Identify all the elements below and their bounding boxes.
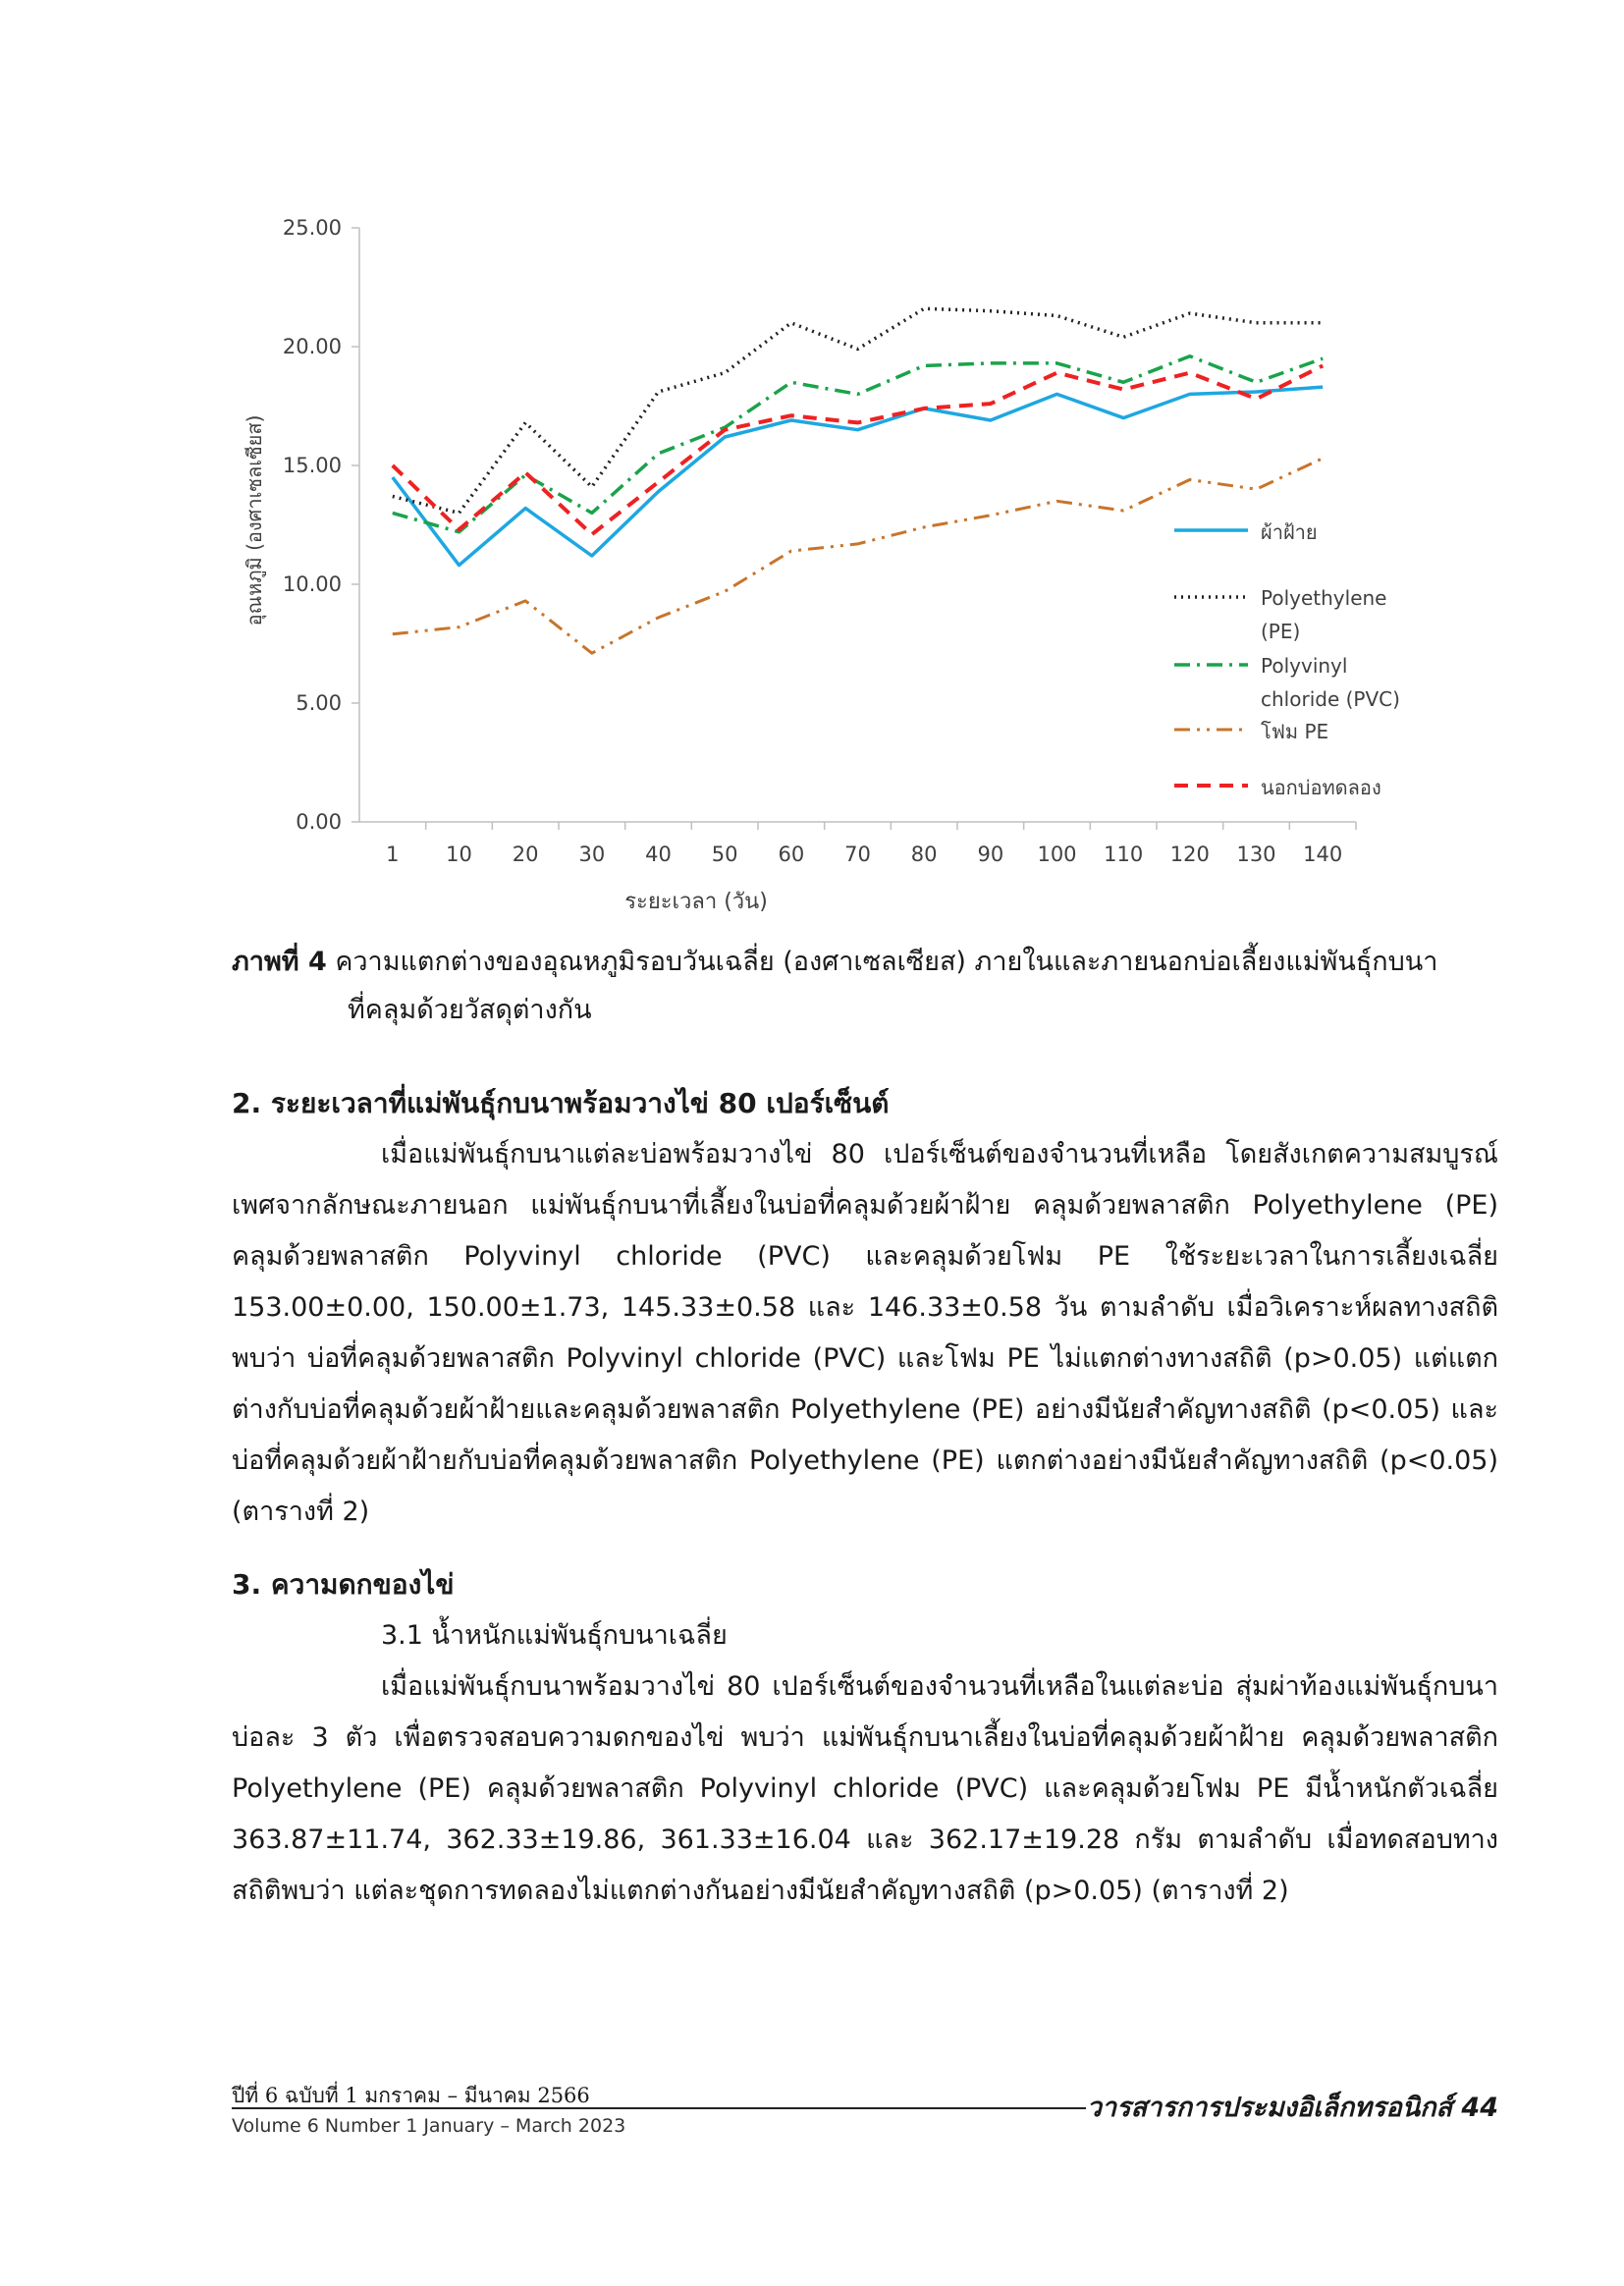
x-tick-label: 20 <box>512 843 539 866</box>
legend-label: Polyvinyl <box>1261 654 1348 678</box>
section-3-1-subheading: 3.1 น้ำหนักแม่พันธุ์กบนาเฉลี่ย <box>381 1620 728 1651</box>
x-axis-ticks <box>386 822 1356 866</box>
footer-issue-thai: ปีที่ 6 ฉบับที่ 1 มกราคม – มีนาคม 2566 <box>232 2084 590 2107</box>
figure-caption <box>232 938 1498 1034</box>
legend-label: ผ้าฝ้าย <box>1261 520 1318 544</box>
x-tick-label: 100 <box>1037 843 1077 866</box>
y-tick-label: 20.00 <box>282 335 342 358</box>
section-3 <box>232 1559 1498 1917</box>
chart-legend <box>1174 520 1400 799</box>
section-2-heading: 2. ระยะเวลาที่แม่พันธุ์กบนาพร้อมวางไข่ 80 เปอร์เซ็นต์ <box>232 1087 890 1119</box>
x-tick-label: 10 <box>446 843 472 866</box>
section-3-heading: 3. ความดกของไข่ <box>232 1568 455 1601</box>
series-line-4 <box>393 365 1323 534</box>
x-tick-label: 70 <box>844 843 871 866</box>
footer-journal-name: วารสารการประมงอิเล็กทรอนิกส์ <box>1086 2093 1453 2123</box>
legend-label: โฟม PE <box>1261 720 1329 743</box>
legend-label: นอกบ่อทดลอง <box>1261 776 1381 799</box>
figure-caption-text-line2: ที่คลุมด้วยวัสดุต่างกัน <box>348 995 592 1025</box>
temperature-line-chart <box>232 196 1430 933</box>
section-2-paragraph-block <box>232 1129 1498 1538</box>
x-tick-label: 60 <box>778 843 805 866</box>
footer-rule <box>232 2107 1086 2109</box>
y-tick-label: 10.00 <box>282 572 342 596</box>
x-tick-label: 140 <box>1303 843 1343 866</box>
footer-journal <box>1087 2086 1498 2128</box>
x-tick-label: 50 <box>711 843 738 866</box>
y-tick-label: 15.00 <box>282 454 342 477</box>
section-3-paragraph: เมื่อแม่พันธุ์กบนาพร้อมวางไข่ 80 เปอร์เซ็นต์ของจำนวนที่เหลือในแต่ละบ่อ สุ่มผ่าท้องแม่พันธุ์กบนาบ่อละ 3 ตัว เพื่อตรวจสอบความดกของไข่ พบว่า แม่พันธุ์กบนาเลี้ยงในบ่อที่คลุมด้วยผ้าฝ้าย คลุมด้วยพลาสติก Polyethylene (PE) คลุมด้วยพลาสติก Polyvinyl chloride (PVC) และคลุมด้วยโฟม PE มีน้ำหนักตัวเฉลี่ย 363.87±11.74, 362.33±19.86, 361.33±16.04 และ 362.17±19.28 กรัม ตามลำดับ เมื่อทดสอบทางสถิติพบว่า แต่ละชุดการทดลองไม่แตกต่างกันอย่างมีนัยสำคัญทางสถิติ (p>0.05) (ตารางที่ 2) <box>232 1671 1498 1906</box>
chart-series <box>393 308 1324 653</box>
y-axis-ticks <box>283 216 1356 834</box>
y-axis-title: อุณหภูมิ (องศาเซลเซียส) <box>243 414 266 626</box>
y-tick-label: 5.00 <box>296 691 342 715</box>
series-line-2 <box>393 356 1323 532</box>
x-tick-label: 80 <box>910 843 938 866</box>
legend-label: chloride (PVC) <box>1261 687 1400 711</box>
legend-label: (PE) <box>1261 620 1301 643</box>
x-tick-label: 110 <box>1104 843 1144 866</box>
x-tick-label: 30 <box>578 843 606 866</box>
y-tick-label: 25.00 <box>282 216 342 240</box>
x-tick-label: 120 <box>1169 843 1210 866</box>
series-line-3 <box>393 459 1323 654</box>
figure-caption-text: ความแตกต่างของอุณหภูมิรอบวันเฉลี่ย (องศาเซลเซียส) ภายในและภายนอกบ่อเลี้ยงแม่พันธุ์กบนา <box>326 947 1438 977</box>
page-number: 44 <box>1461 2093 1498 2123</box>
x-axis-title: ระยะเวลา (วัน) <box>624 890 768 914</box>
footer-issue-english: Volume 6 Number 1 January – March 2023 <box>232 2115 626 2137</box>
page-footer <box>232 2080 1498 2158</box>
x-tick-label: 130 <box>1236 843 1276 866</box>
figure-label: ภาพที่ 4 <box>232 947 327 977</box>
section-2-paragraph: เมื่อแม่พันธุ์กบนาแต่ละบ่อพร้อมวางไข่ 80 เปอร์เซ็นต์ของจำนวนที่เหลือ โดยสังเกตความสมบูรณ์เพศจากลักษณะภายนอก แม่พันธุ์กบนาที่เลี้ยงในบ่อที่คลุมด้วยผ้าฝ้าย คลุมด้วยพลาสติก Polyethylene (PE) คลุมด้วยพลาสติก Polyvinyl chloride (PVC) และคลุมด้วยโฟม PE ใช้ระยะเวลาในการเลี้ยงเฉลี่ย 153.00±0.00, 150.00±1.73, 145.33±0.58 และ 146.33±0.58 วัน ตามลำดับ เมื่อวิเคราะห์ผลทางสถิติพบว่า บ่อที่คลุมด้วยพลาสติก Polyvinyl chloride (PVC) และโฟม PE ไม่แตกต่างทางสถิติ (p>0.05) แต่แตกต่างกับบ่อที่คลุมด้วยผ้าฝ้ายและคลุมด้วยพลาสติก Polyethylene (PE) อย่างมีนัยสำคัญทางสถิติ (p<0.05) และบ่อที่คลุมด้วยผ้าฝ้ายกับบ่อที่คลุมด้วยพลาสติก Polyethylene (PE) แตกต่างอย่างมีนัยสำคัญทางสถิติ (p<0.05) (ตารางที่ 2) <box>232 1139 1498 1527</box>
x-tick-label: 90 <box>977 843 1004 866</box>
x-tick-label: 40 <box>645 843 672 866</box>
x-tick-label: 1 <box>386 843 400 866</box>
y-tick-label: 0.00 <box>296 810 342 834</box>
section-2 <box>232 1078 1498 1538</box>
legend-label: Polyethylene <box>1261 586 1387 610</box>
section-3-paragraph-block <box>232 1661 1498 1917</box>
